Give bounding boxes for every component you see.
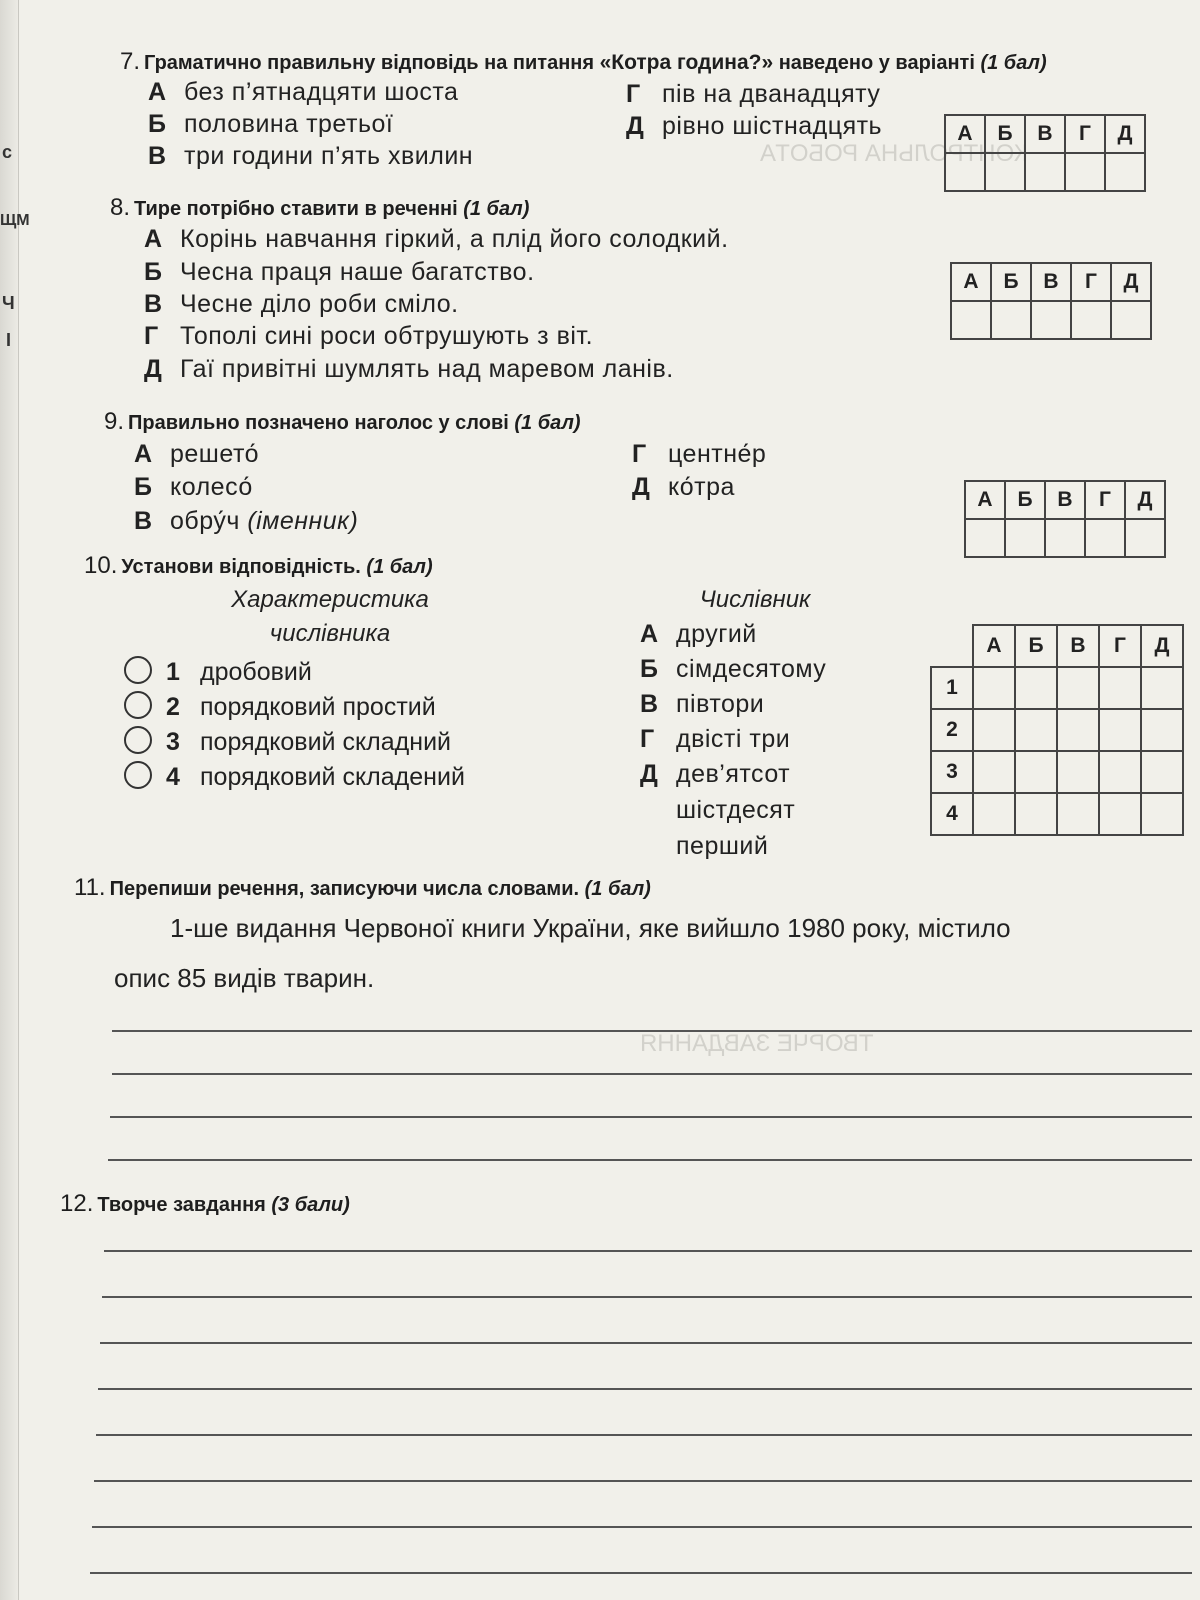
answer-cell[interactable]: [1015, 709, 1057, 751]
bleed-through-text: ТВОРЧЕ ЗАВДАННЯ: [640, 1030, 874, 1057]
answer-grid-7: А Б В Г Д: [944, 114, 1146, 192]
answer-cell[interactable]: [1105, 153, 1145, 191]
question-number: 8.: [110, 194, 131, 221]
option-a: А решето́: [134, 440, 260, 468]
option-g: Г пів на дванадцяту: [626, 80, 881, 108]
answer-cell[interactable]: [1065, 153, 1105, 191]
row-label: 1: [931, 667, 973, 709]
question-9-heading: 9. Правильно позначено наголос у слові (1 бал): [104, 408, 581, 435]
question-points: (3 бали): [271, 1194, 350, 1216]
answer-cell[interactable]: [1099, 751, 1141, 793]
option-v: В Чесне діло роби сміло.: [144, 290, 459, 318]
question-points: (1 бал): [463, 198, 530, 220]
question-number: 10.: [84, 552, 118, 579]
edge-mark: І: [6, 330, 12, 350]
answer-cell[interactable]: [951, 301, 991, 339]
numeral-option: В півтори: [640, 690, 765, 718]
answer-grid-10: А Б В Г Д 1 2 3 4: [930, 624, 1184, 836]
numeral-option-continued: перший: [676, 832, 769, 860]
answer-cell[interactable]: [1125, 519, 1165, 557]
numeral-option-continued: шістдесят: [676, 796, 796, 824]
edge-mark: с: [2, 142, 13, 162]
question-7-heading: 7. Граматично правильну відповідь на питання «Котра година?» наведено у варіанті (1 бал): [120, 48, 1047, 75]
answer-cell[interactable]: [1015, 667, 1057, 709]
option-b: Б Чесна праця наше багатство.: [144, 258, 535, 286]
question-12-heading: 12. Творче завдання (3 бали): [60, 1190, 350, 1217]
circle-icon: [124, 656, 152, 684]
writing-line[interactable]: [108, 1159, 1192, 1161]
answer-cell[interactable]: [1015, 793, 1057, 835]
right-column-header: Числівник: [699, 586, 811, 613]
writing-line[interactable]: [110, 1116, 1192, 1118]
answer-cell[interactable]: [973, 751, 1015, 793]
task-sentence-line-1: 1-ше видання Червоної книги України, яке вийшло 1980 року, містило: [170, 913, 1011, 943]
answer-cell[interactable]: [1025, 153, 1065, 191]
numeral-option: Д дев’ятсот: [640, 760, 791, 788]
left-column-header-1: Характеристика: [231, 586, 429, 613]
option-g: Г центне́р: [632, 440, 767, 468]
edge-mark: ЩМ: [0, 212, 30, 229]
answer-cell[interactable]: [945, 153, 985, 191]
numeral-option: Б сімдесятому: [640, 655, 827, 683]
page-edge: [0, 0, 19, 1600]
answer-cell[interactable]: [991, 301, 1031, 339]
question-number: 11.: [74, 874, 106, 901]
answer-cell[interactable]: [1085, 519, 1125, 557]
answer-cell[interactable]: [1099, 667, 1141, 709]
question-points: (1 бал): [584, 878, 651, 900]
writing-line[interactable]: [90, 1572, 1192, 1574]
answer-cell[interactable]: [1141, 751, 1183, 793]
answer-cell[interactable]: [965, 519, 1005, 557]
answer-cell[interactable]: [1005, 519, 1045, 557]
writing-line[interactable]: [102, 1296, 1192, 1298]
question-11-heading: 11. Перепиши речення, записуючи числа словами. (1 бал): [74, 874, 651, 901]
characteristic-item: 3 порядковий складний: [124, 726, 451, 757]
task-sentence-line-2: опис 85 видів тварин.: [114, 963, 375, 993]
writing-line[interactable]: [98, 1388, 1192, 1390]
characteristic-item: 2 порядковий простий: [124, 691, 436, 722]
option-a: А без п’ятнадцяти шоста: [148, 78, 459, 106]
option-v: В три години п’ять хвилин: [148, 142, 474, 170]
answer-cell[interactable]: [1071, 301, 1111, 339]
edge-mark: Ч: [2, 293, 15, 313]
question-number: 12.: [60, 1190, 94, 1217]
writing-line[interactable]: [94, 1480, 1192, 1482]
answer-cell[interactable]: [1057, 709, 1099, 751]
answer-cell[interactable]: [1057, 793, 1099, 835]
answer-cell[interactable]: [973, 667, 1015, 709]
question-number: 7.: [120, 48, 141, 75]
answer-cell[interactable]: [1099, 709, 1141, 751]
question-points: (1 бал): [366, 556, 433, 578]
circle-icon: [124, 761, 152, 789]
writing-line[interactable]: [112, 1030, 1192, 1032]
answer-grid-8: А Б В Г Д: [950, 262, 1152, 340]
option-d: Д ко́тра: [632, 473, 735, 501]
left-column-header-2: числівника: [269, 620, 391, 647]
answer-cell[interactable]: [973, 793, 1015, 835]
answer-cell[interactable]: [1141, 793, 1183, 835]
row-label: 3: [931, 751, 973, 793]
question-8-heading: 8. Тире потрібно ставити в реченні (1 бал): [110, 194, 530, 221]
answer-cell[interactable]: [1031, 301, 1071, 339]
row-label: 4: [931, 793, 973, 835]
writing-line[interactable]: [104, 1250, 1192, 1252]
answer-cell[interactable]: [973, 709, 1015, 751]
characteristic-item: 4 порядковий складений: [124, 761, 465, 792]
answer-cell[interactable]: [985, 153, 1025, 191]
characteristic-item: 1 дробовий: [124, 656, 312, 687]
writing-line[interactable]: [96, 1434, 1192, 1436]
answer-cell[interactable]: [1141, 709, 1183, 751]
question-points: (1 бал): [980, 52, 1047, 74]
answer-cell[interactable]: [1057, 667, 1099, 709]
answer-cell[interactable]: [1111, 301, 1151, 339]
option-g: Г Тополі сині роси обтрушують з віт.: [144, 322, 594, 350]
option-v: В обру́ч (іменник): [134, 507, 359, 535]
writing-line[interactable]: [100, 1342, 1192, 1344]
answer-cell[interactable]: [1015, 751, 1057, 793]
answer-cell[interactable]: [1099, 793, 1141, 835]
bleed-through-text: КОНТРОЛЬНА РОБОТА: [760, 140, 1028, 167]
numeral-option: Г двісті три: [640, 725, 791, 753]
answer-cell[interactable]: [1057, 751, 1099, 793]
option-a: А Корінь навчання гіркий, а плід його солодкий.: [144, 225, 729, 253]
question-10-heading: 10. Установи відповідність. (1 бал): [84, 552, 433, 579]
question-points: (1 бал): [514, 412, 581, 434]
answer-cell[interactable]: [1141, 667, 1183, 709]
writing-line[interactable]: [112, 1073, 1192, 1075]
answer-cell[interactable]: [1045, 519, 1085, 557]
option-b: Б половина третьої: [148, 110, 394, 138]
answer-grid-9: А Б В Г Д: [964, 480, 1166, 558]
option-d: Д рівно шістнадцять: [626, 112, 883, 140]
option-b: Б колесо́: [134, 473, 253, 501]
option-d: Д Гаї привітні шумлять над маревом ланів.: [144, 355, 674, 383]
circle-icon: [124, 691, 152, 719]
numeral-option: А другий: [640, 620, 757, 648]
writing-line[interactable]: [92, 1526, 1192, 1528]
question-number: 9.: [104, 408, 125, 435]
circle-icon: [124, 726, 152, 754]
row-label: 2: [931, 709, 973, 751]
